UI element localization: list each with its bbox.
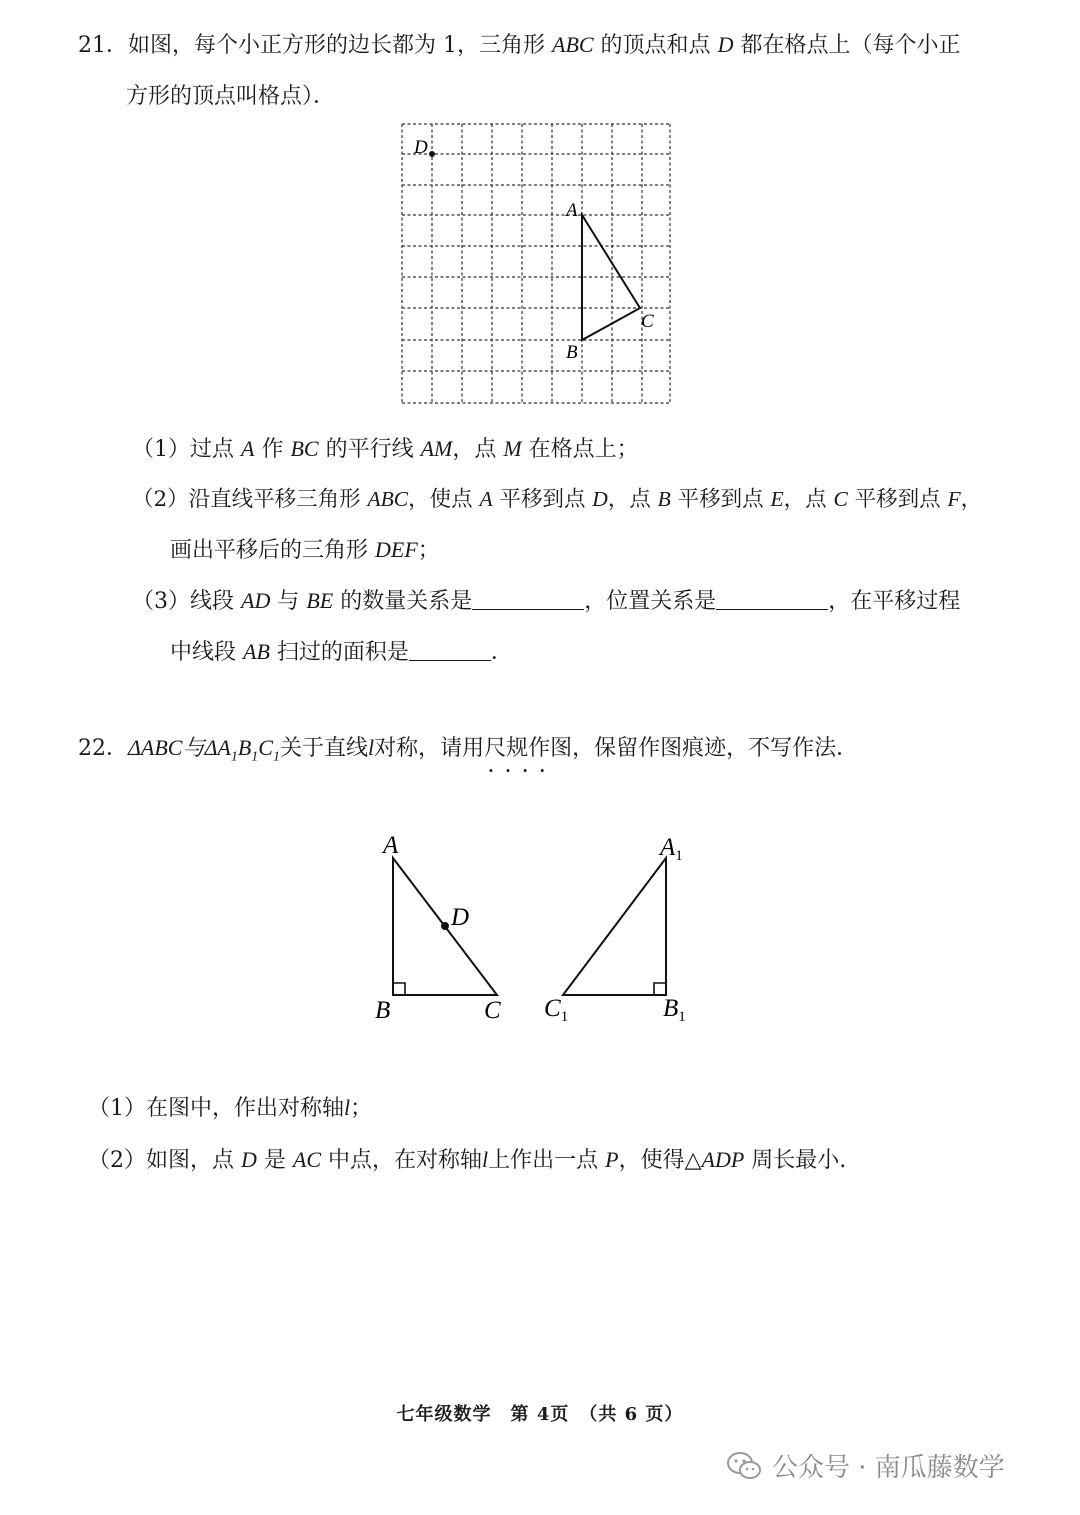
right-angle-b <box>393 983 405 995</box>
q21-part1: （1）过点 A 作 BC 的平行线 AM，点 M 在格点上； <box>132 436 639 462</box>
q22-stem: 22．ΔABC与$\Delta A_1B_1C_1$关于直线l对称，请用尺规作图 · · · ·，保留作图痕迹，不写作法． <box>78 733 858 772</box>
label-d: D <box>451 904 470 931</box>
answer-blank-quantity[interactable] <box>472 587 584 610</box>
label-a: A <box>383 832 399 859</box>
label-d: D <box>414 137 428 158</box>
q21-part2-line2: 画出平移后的三角形 DEF； <box>170 537 440 563</box>
answer-blank-area[interactable] <box>409 638 491 661</box>
q21-part3-line1: （3）线段 AD 与 BE 的数量关系是 ，位置关系是 ，在平移过程 <box>132 588 961 614</box>
right-angle-b1 <box>654 983 666 995</box>
q22-part2: （2）如图，点 D 是 AC 中点，在对称轴l上作出一点 P，使得△ADP 周长最小. <box>88 1147 847 1173</box>
wechat-icon <box>726 1451 762 1481</box>
grid-lines <box>402 124 670 403</box>
label-a: A <box>566 200 578 221</box>
label-b: B <box>375 997 391 1024</box>
q21-stem-line1: 21．如图，每个小正方形的边长都为 1，三角形 ABC 的顶点和点 D 都在格点上（每个小正 <box>78 32 961 58</box>
label-c: C <box>641 311 654 332</box>
point-d-midpoint <box>441 922 449 930</box>
q21-grid-figure <box>395 118 680 410</box>
page-footer: 七年级数学 第 4页 （共 6 页） <box>396 1404 684 1425</box>
q22-triangles-figure <box>370 825 700 1030</box>
q22-part1: （1）在图中，作出对称轴l； <box>88 1095 373 1121</box>
q21-part2-line1: （2）沿直线平移三角形 ABC，使点 A 平移到点 D，点 B 平移到点 E，点 C 平移到点 F， <box>132 487 983 512</box>
point-d <box>429 151 435 157</box>
label-c: C <box>484 997 501 1024</box>
triangle-a1b1c1-right <box>563 858 666 995</box>
watermark-text: 公众号 · 南瓜藤数学 <box>772 1453 1005 1483</box>
label-b: B <box>566 342 578 363</box>
answer-blank-position[interactable] <box>716 587 828 610</box>
label-c1: $C_1$ <box>544 995 569 1025</box>
label-b1: $B_1$ <box>663 995 686 1025</box>
q21-stem-line2: 方形的顶点叫格点）． <box>126 84 336 109</box>
watermark <box>726 1447 1005 1484</box>
label-a1: $A_1$ <box>660 834 683 864</box>
q21-part3-line2: 中线段 AB 扫过的面积是 ． <box>170 639 513 665</box>
